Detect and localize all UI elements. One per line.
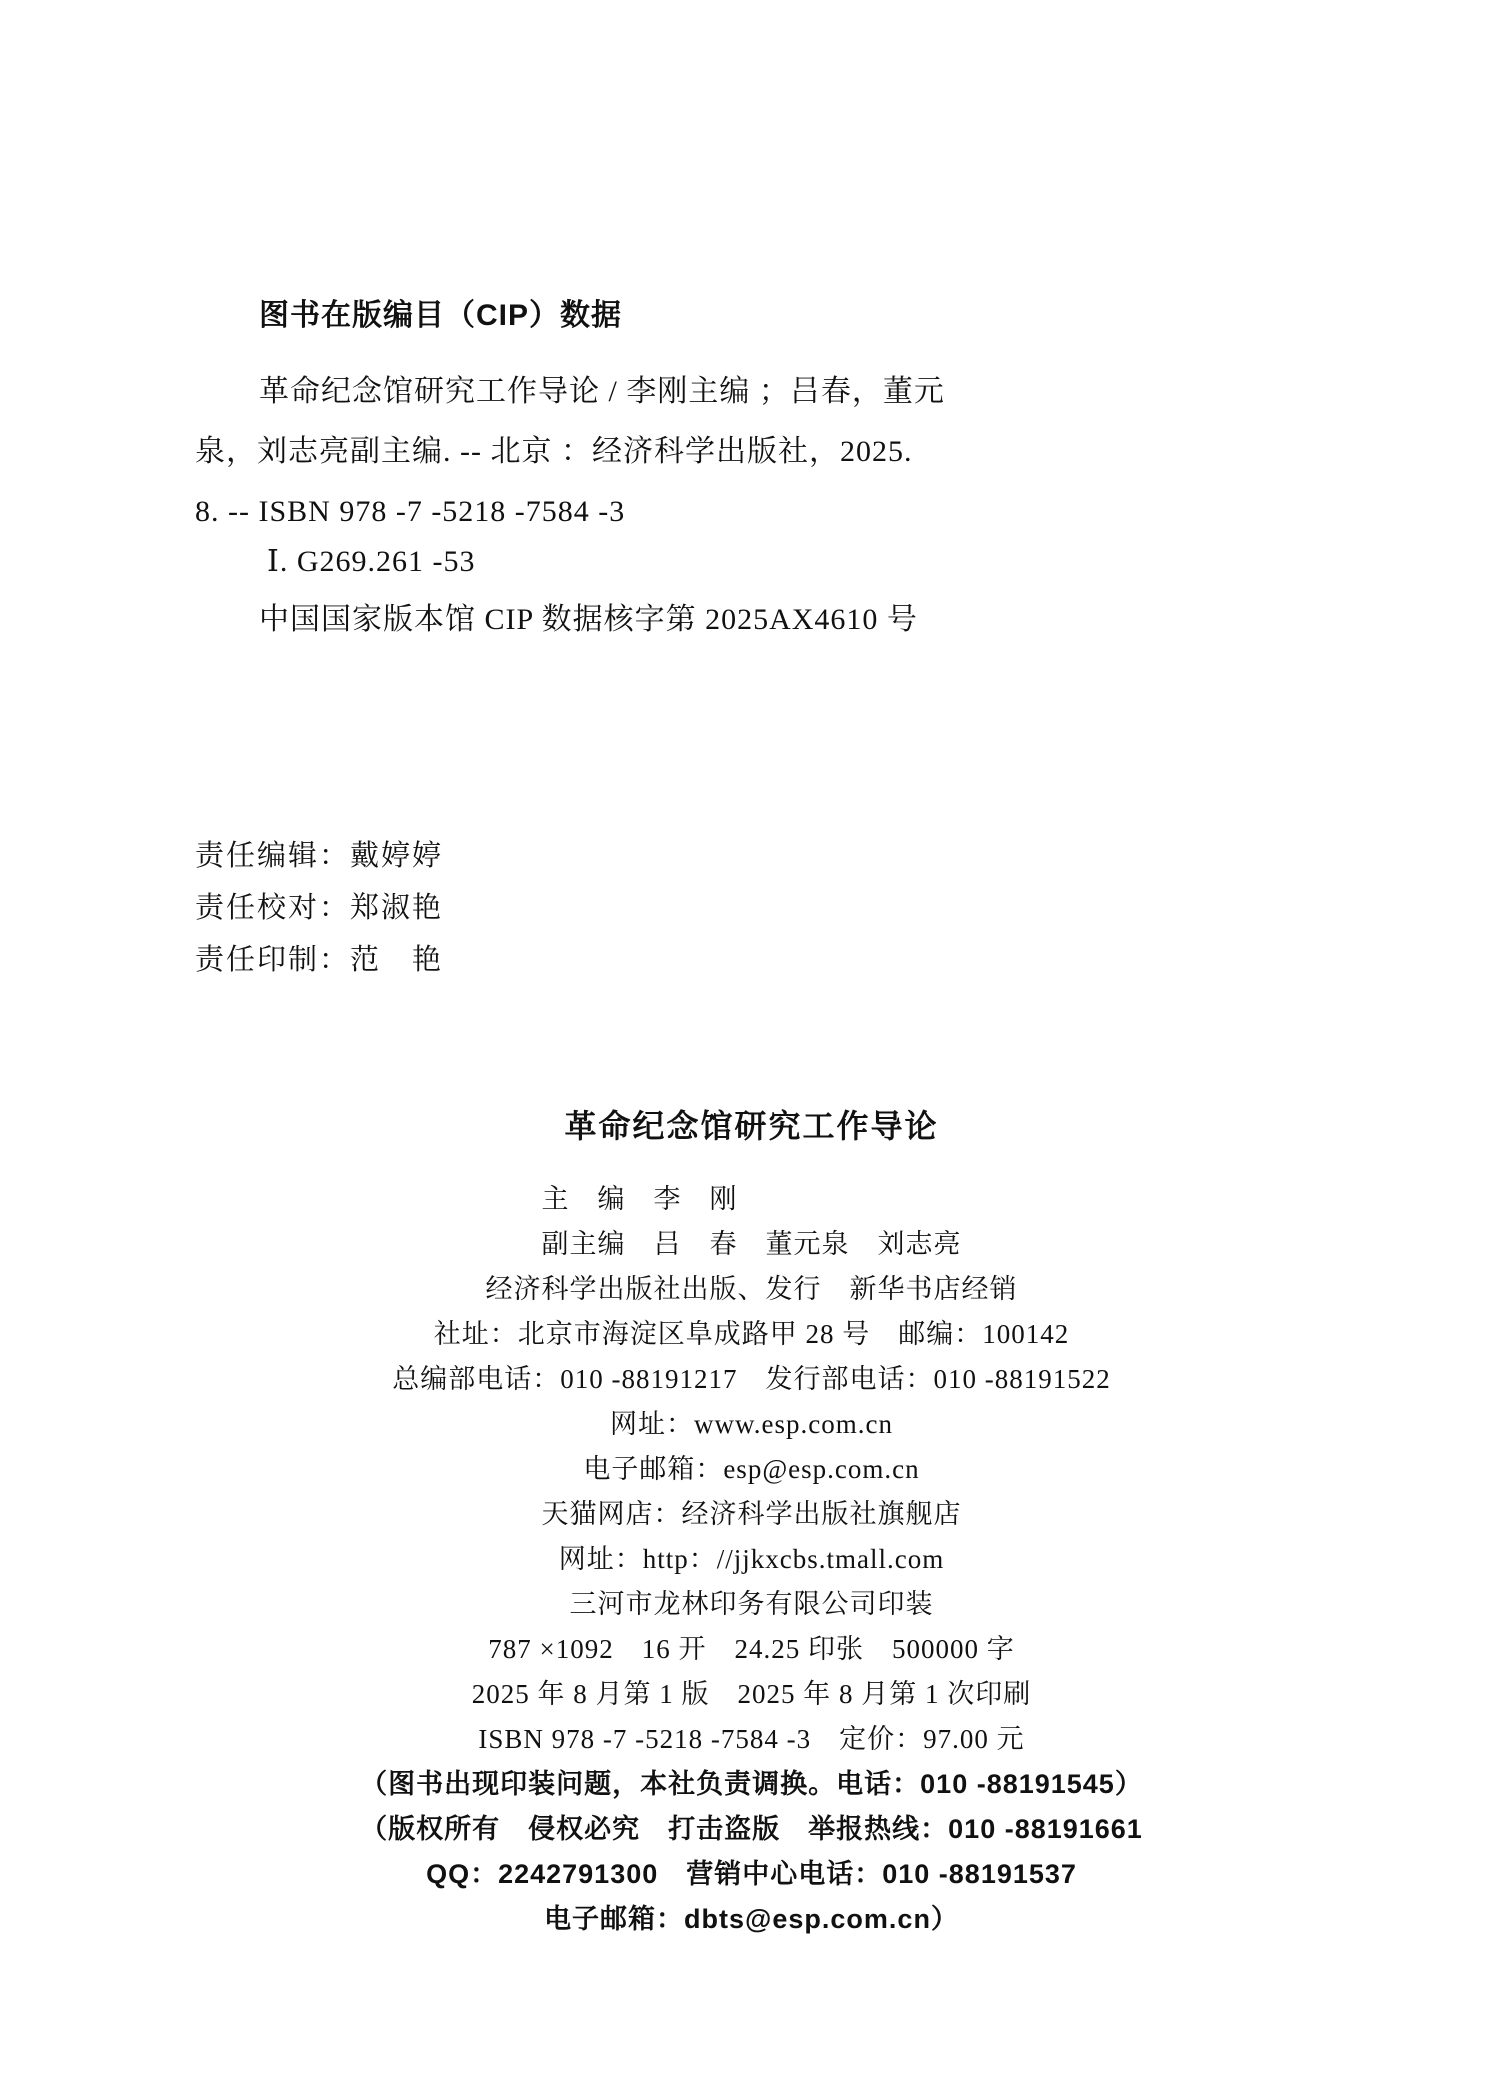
responsible-printer-line: 责任印制：范 艳 xyxy=(195,944,444,976)
colophon-tmall-store-line: 天猫网店：经济科学出版社旗舰店 xyxy=(541,1499,962,1529)
colophon-format-line: 787 ×1092 16 开 24.25 印张 500000 字 xyxy=(488,1634,1015,1664)
notice-copyright-line: （版权所有 侵权必究 打击盗版 举报热线：010 -88191661 xyxy=(360,1814,1143,1844)
staff-block xyxy=(195,830,443,986)
colophon-isbn-price-line: ISBN 978 -7 -5218 -7584 -3 定价：97.00 元 xyxy=(478,1724,1025,1754)
colophon-phone-line: 总编部电话：010 -88191217 发行部电话：010 -88191522 xyxy=(392,1364,1111,1394)
colophon-website-line: 网址：www.esp.com.cn xyxy=(610,1409,893,1439)
authors-block xyxy=(542,1177,962,1267)
cip-record-number: 中国国家版本馆 CIP 数据核字第 2025AX4610 号 xyxy=(259,603,918,636)
cip-block xyxy=(195,296,1095,640)
cip-classification: Ⅰ. G269.261 -53 xyxy=(267,545,476,578)
cip-description-line-3: 8. -- ISBN 978 -7 -5218 -7584 -3 xyxy=(195,495,626,528)
cip-description-line-1: 革命纪念馆研究工作导论 / 李刚主编 ；吕春，董元 xyxy=(259,375,945,408)
responsible-editor-line: 责任编辑：戴婷婷 xyxy=(195,840,444,872)
notice-exchange-line: （图书出现印装问题，本社负责调换。电话：010 -88191545） xyxy=(360,1769,1143,1799)
chief-editor-line: 主 编 李 刚 xyxy=(541,1184,738,1214)
colophon-tmall-url-line: 网址：http：//jjkxcbs.tmall.com xyxy=(558,1544,945,1574)
colophon-printing-company-line: 三河市龙林印务有限公司印装 xyxy=(569,1589,934,1619)
cip-description-line-2: 泉，刘志亮副主编. -- 北京 ：经济科学出版社，2025. xyxy=(195,435,913,468)
colophon-email-line: 电子邮箱：esp@esp.com.cn xyxy=(583,1454,920,1484)
notice-qq-line: QQ：2242791300 营销中心电话：010 -88191537 xyxy=(426,1859,1077,1889)
colophon-block xyxy=(0,1103,1503,1942)
book-title: 革命纪念馆研究工作导论 xyxy=(564,1108,939,1144)
notice-report-email-line: 电子邮箱：dbts@esp.com.cn） xyxy=(544,1904,959,1934)
deputy-editor-line: 副主编 吕 春 董元泉 刘志亮 xyxy=(541,1229,962,1259)
responsible-proofreader-line: 责任校对：郑淑艳 xyxy=(195,892,444,924)
cip-heading: 图书在版编目（CIP）数据 xyxy=(259,299,623,332)
colophon-address-line: 社址：北京市海淀区阜成路甲 28 号 邮编：100142 xyxy=(433,1319,1070,1349)
authors-wrapper xyxy=(0,1177,1503,1267)
colophon-edition-line: 2025 年 8 月第 1 版 2025 年 8 月第 1 次印刷 xyxy=(471,1679,1032,1709)
colophon-publisher-line: 经济科学出版社出版、发行 新华书店经销 xyxy=(485,1274,1018,1304)
